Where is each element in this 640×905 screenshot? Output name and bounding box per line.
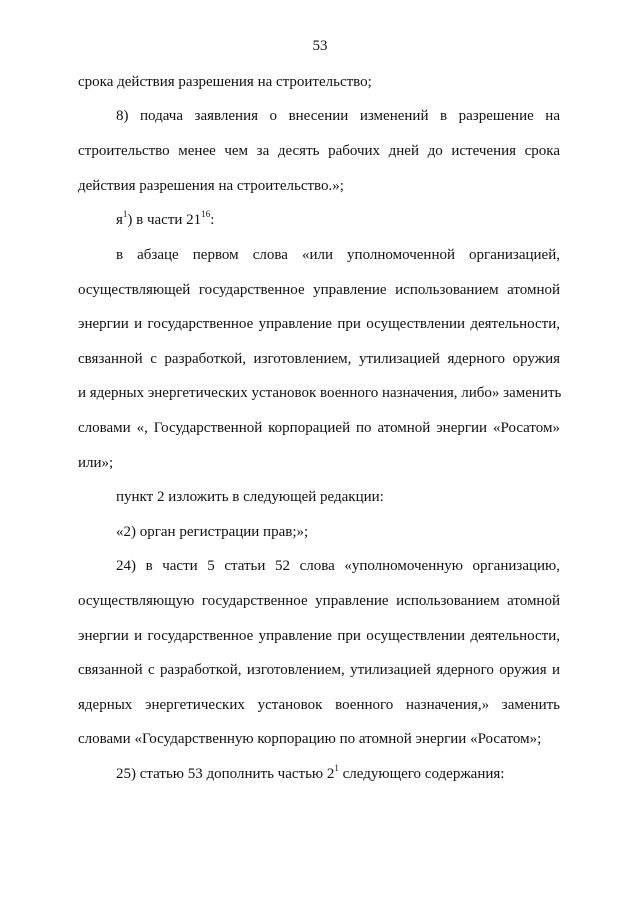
text-line: в абзаце первом слова «или уполномоченной организацией, [116, 247, 560, 263]
text-fragment: 25) статью 53 дополнить частью 2 [116, 766, 335, 782]
text-line: 24) в части 5 статьи 52 слова «уполномоченную организацию, [116, 558, 560, 574]
text-line: действия разрешения на строительство.»; [78, 178, 344, 194]
text-line: или»; [78, 455, 114, 471]
text-line: и ядерных энергетических установок военного назначения, либо» заменить [78, 385, 562, 401]
text-line: энергии и государственное управление при осуществлении деятельности, [78, 316, 560, 332]
text-line: энергии и государственное управление при осуществлении деятельности, [78, 628, 560, 644]
page-number: 53 [312, 38, 328, 54]
superscript: 1 [334, 763, 339, 773]
text-line: связанной с разработкой, изготовлением, утилизацией ядерного оружия [78, 351, 560, 367]
text-line: словами «, Государственной корпорацией по атомной энергии «Росатом» [78, 420, 560, 436]
text-line: строительство менее чем за десять рабочих дней до истечения срока [78, 143, 560, 159]
text-line [116, 765, 560, 783]
text-line: 8) подача заявления о внесении изменений в разрешение на [116, 108, 560, 124]
text-line: «2) орган регистрации прав;»; [116, 524, 309, 540]
text-line: пункт 2 изложить в следующей редакции: [116, 489, 384, 505]
text-line: осуществляющей государственное управление использованием атомной [78, 282, 560, 298]
text-fragment: : [210, 212, 215, 228]
superscript: 16 [201, 209, 211, 219]
text-fragment: следующего содержания: [338, 766, 505, 782]
text-line: связанной с разработкой, изготовлением, утилизацией ядерного оружия и [78, 662, 560, 678]
text-line [116, 211, 560, 229]
text-line: осуществляющую государственное управление использованием атомной [78, 593, 560, 609]
text-fragment: ) в части 21 [127, 212, 202, 228]
text-fragment: я [116, 212, 123, 228]
text-line: ядерных энергетических установок военного назначения,» заменить [78, 697, 560, 713]
superscript: 1 [122, 209, 128, 219]
text-line: словами «Государственную корпорацию по атомной энергии «Росатом»; [78, 731, 542, 747]
text-line: срока действия разрешения на строительство; [78, 74, 372, 90]
